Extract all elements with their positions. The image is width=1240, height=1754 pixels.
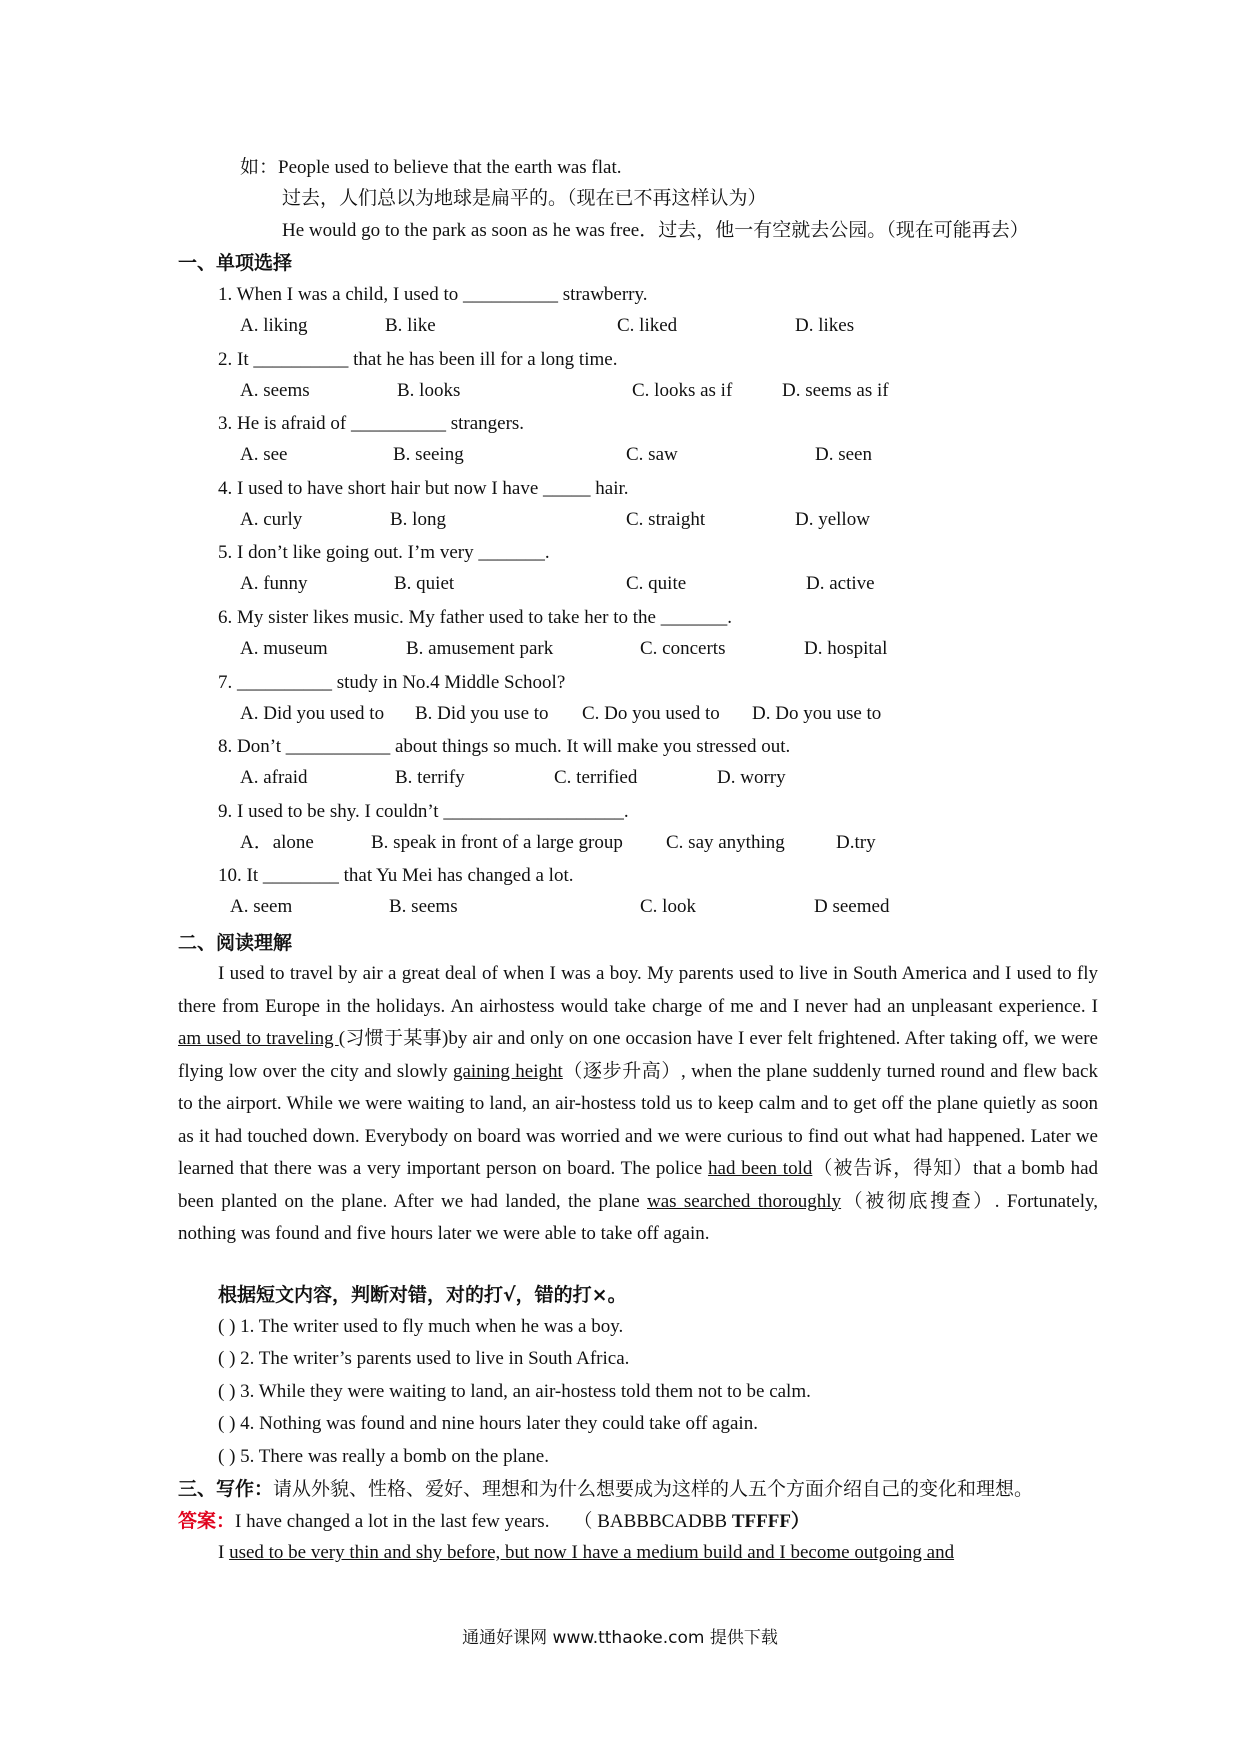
answer-line2-underlined: used to be very thin and shy before, but now I have a medium build and I become outgoing and bbox=[229, 1542, 955, 1563]
example-line bbox=[240, 156, 621, 180]
option: D seemed bbox=[814, 896, 890, 918]
passage-part-3: （逐步升高）, when the plane suddenly turned round and flew back to the airport. While we were waiting to land, an air-hostess told us to keep calm and to get off the plane quietly as soon as it had touched down. Everybody on board was worried and we were curious to find out what had happened. Later we learned that there was a very important person on board. The police bbox=[178, 1060, 1098, 1179]
passage-underline-3: had been told bbox=[708, 1158, 813, 1179]
example-label: 如： bbox=[240, 157, 279, 178]
option: D. hospital bbox=[804, 638, 888, 659]
option: A. museum bbox=[240, 638, 328, 659]
question-text: 9. I used to be shy. I couldn’t ___________________. bbox=[218, 800, 629, 822]
option: C. say anything bbox=[666, 831, 785, 853]
passage-part-2: (习惯于某事)by air and only on one occasion have I ever felt frightened. After taking off, we were flying low over the city and slowly bbox=[178, 1028, 1098, 1082]
option: A. Did you used to bbox=[240, 702, 385, 724]
example-2: He would go to the park as soon as he was free．过去，他一有空就去公园。（现在可能再去） bbox=[282, 220, 1029, 241]
passage-part-4: （被告诉，得知）that a bomb had been planted on the plane. After we had landed, the plane bbox=[178, 1158, 1099, 1212]
option: D. yellow bbox=[795, 508, 870, 530]
option: C. straight bbox=[626, 508, 706, 530]
option: D. worry bbox=[717, 767, 786, 789]
option: D. seen bbox=[815, 444, 872, 466]
question-text: 1. When I was a child, I used to __________ strawberry. bbox=[218, 284, 648, 305]
question-text: 2. It __________ that he has been ill for a long time. bbox=[218, 348, 618, 370]
section3-prompt: 请从外貌、性格、爱好、理想和为什么想要成为这样的人五个方面介绍自己的变化和理想。 bbox=[273, 1479, 1034, 1500]
answer-line-2 bbox=[218, 1541, 954, 1565]
judge-item: ( ) 3. While they were waiting to land, an air-hostess told them not to be calm. bbox=[218, 1381, 811, 1402]
option: C. saw bbox=[626, 444, 678, 466]
option: D. seems as if bbox=[782, 379, 889, 401]
option: A. see bbox=[240, 444, 288, 466]
option: C. quite bbox=[626, 573, 687, 595]
passage-part-5: （被彻底搜查）. Fortunately, nothing was found and five hours later we were able to take off again. bbox=[178, 1190, 1099, 1244]
reading-passage bbox=[178, 958, 1098, 1251]
page-footer: 通通好课网 www.tthaoke.com 提供下载 bbox=[462, 1628, 778, 1648]
passage-underline-4: was searched thoroughly bbox=[647, 1190, 842, 1212]
option: B. seems bbox=[389, 896, 458, 918]
option: C. liked bbox=[617, 315, 678, 336]
option: B. long bbox=[390, 508, 446, 530]
option: D. likes bbox=[795, 315, 855, 336]
option: C. terrified bbox=[554, 767, 638, 789]
judge-item: ( ) 2. The writer’s parents used to live in South Africa. bbox=[218, 1348, 630, 1369]
option: C. concerts bbox=[640, 638, 726, 659]
question-text: 7. __________ study in No.4 Middle School? bbox=[218, 671, 566, 693]
option: A. seems bbox=[240, 379, 310, 401]
option: D. active bbox=[806, 573, 875, 595]
judge-item: ( ) 1. The writer used to fly much when he was a boy. bbox=[218, 1316, 624, 1337]
judge-item: ( ) 5. There was really a bomb on the plane. bbox=[218, 1446, 549, 1467]
section3-line bbox=[178, 1477, 1033, 1502]
answer-text: I have changed a lot in the last few years. bbox=[235, 1511, 550, 1532]
question-text: 8. Don’t ___________ about things so much. It will make you stressed out. bbox=[218, 736, 791, 758]
passage-underline-1: am used to traveling bbox=[178, 1028, 339, 1049]
option: A．alone bbox=[240, 831, 314, 853]
judge-instruction: 根据短文内容，判断对错，对的打√，错的打×。 bbox=[218, 1284, 627, 1306]
passage-part-1: I used to travel by air a great deal of when I was a boy. My parents used to live in South America and I used to fly there from Europe in the holidays. An airhostess would take charge of me and I never had an unpleasant experience. I bbox=[178, 963, 1098, 1017]
option: A. funny bbox=[240, 573, 308, 595]
option: B. looks bbox=[397, 379, 461, 401]
example-cn: 过去，人们总以为地球是扁平的。（现在已不再这样认为） bbox=[282, 188, 767, 209]
question-text: 5. I don’t like going out. I’m very _______. bbox=[218, 542, 550, 564]
option: A. curly bbox=[240, 508, 303, 530]
option: B. Did you use to bbox=[415, 702, 549, 724]
option: B. speak in front of a large group bbox=[371, 831, 623, 853]
option: C. Do you used to bbox=[582, 702, 720, 724]
question-text: 6. My sister likes music. My father used to take her to the _______. bbox=[218, 607, 732, 628]
answer-key-bold: TFFFF） bbox=[731, 1511, 810, 1532]
passage-underline-2: gaining height bbox=[452, 1060, 563, 1082]
option: B. amusement park bbox=[406, 638, 554, 659]
option: C. looks as if bbox=[632, 379, 733, 401]
option: D.try bbox=[836, 831, 876, 853]
option: B. terrify bbox=[395, 767, 465, 789]
question-text: 3. He is afraid of __________ strangers. bbox=[218, 413, 525, 435]
option: B. like bbox=[385, 315, 436, 336]
example-en: People used to believe that the earth was flat. bbox=[278, 157, 622, 178]
judge-item: ( ) 4. Nothing was found and nine hours later they could take off again. bbox=[218, 1413, 758, 1434]
answer-key: （ BABBBCADBB bbox=[573, 1511, 732, 1532]
question-text: 10. It ________ that Yu Mei has changed a lot. bbox=[218, 865, 574, 887]
answer-line bbox=[178, 1509, 810, 1534]
option: B. seeing bbox=[393, 444, 464, 466]
option: D. Do you use to bbox=[752, 702, 882, 724]
question-text: 4. I used to have short hair but now I have _____ hair. bbox=[218, 477, 629, 499]
option: B. quiet bbox=[394, 573, 455, 595]
option: C. look bbox=[640, 896, 696, 918]
answer-line2-start: I bbox=[218, 1542, 230, 1563]
section2-title: 二、阅读理解 bbox=[178, 932, 293, 954]
option: A. liking bbox=[240, 315, 308, 336]
answer-label: 答案： bbox=[178, 1510, 236, 1532]
section1-title: 一、单项选择 bbox=[178, 252, 293, 274]
option: A. afraid bbox=[240, 767, 308, 789]
option: A. seem bbox=[230, 896, 293, 918]
section3-title: 三、写作： bbox=[178, 1478, 274, 1500]
